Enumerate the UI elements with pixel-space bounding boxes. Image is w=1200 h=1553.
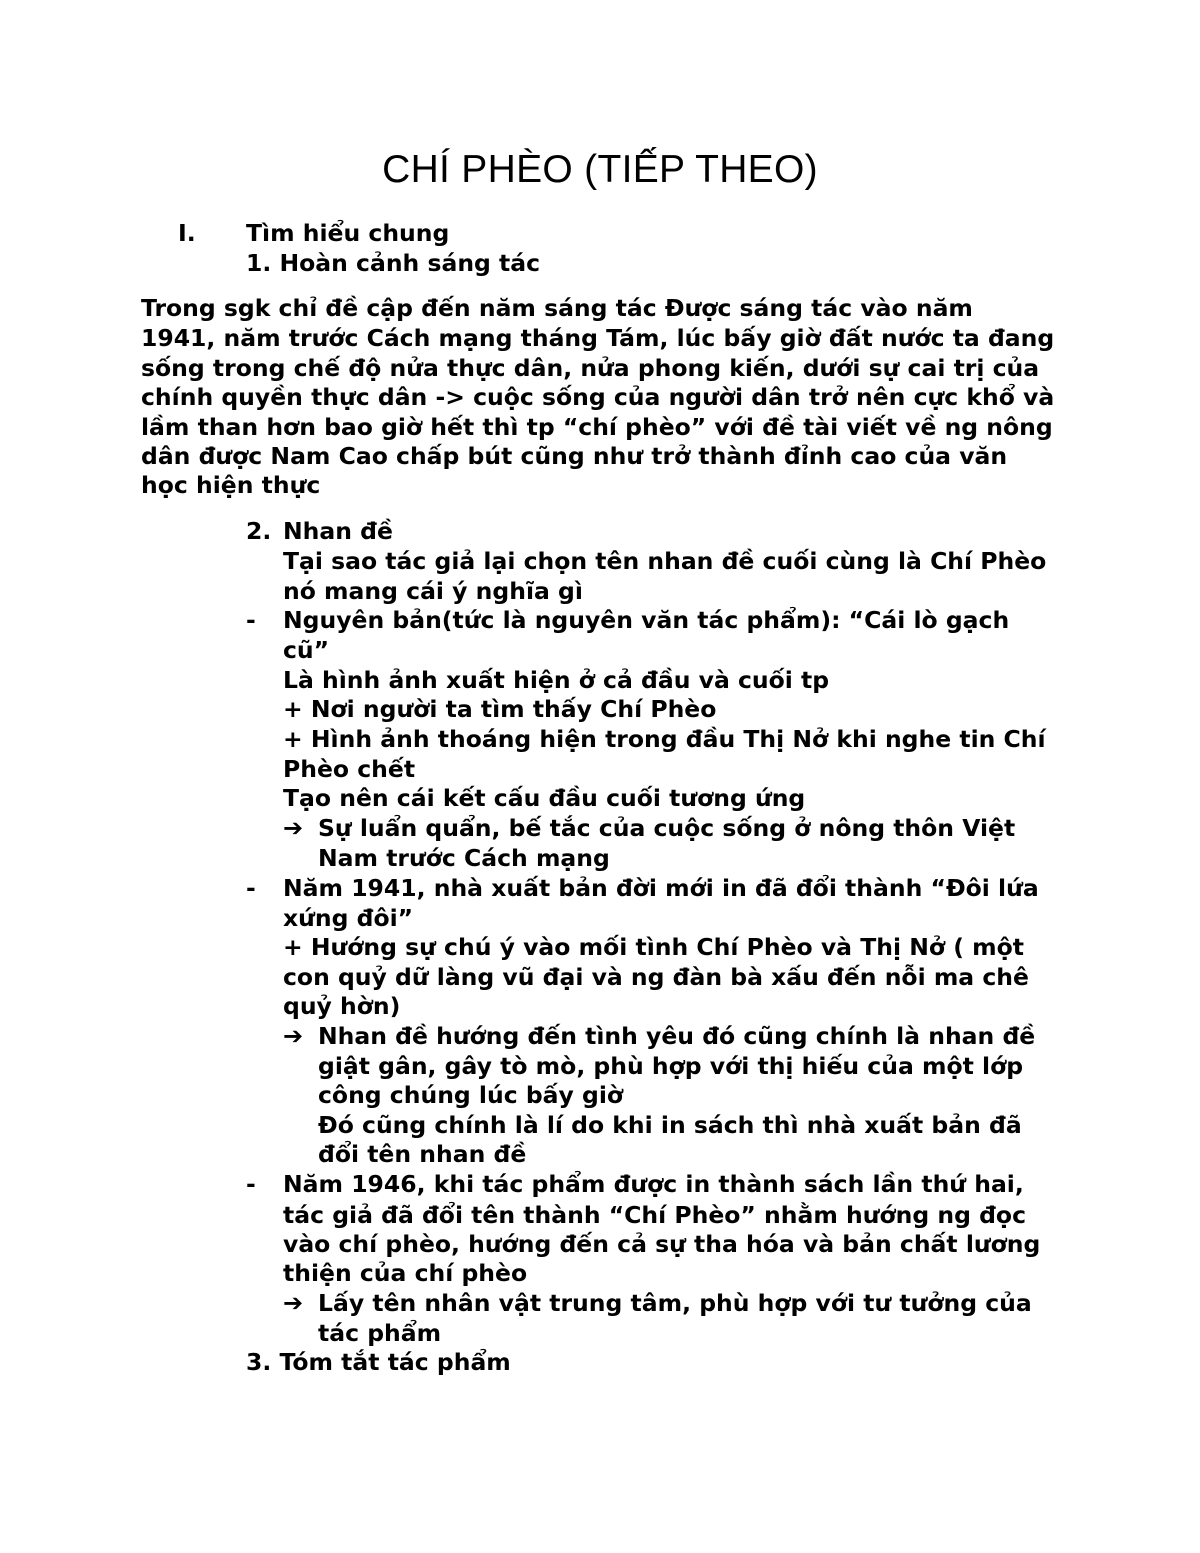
paragraph-line: sống trong chế độ nửa thực dân, nửa phong kiến, dưới sự cai trị của <box>141 354 1040 382</box>
paragraph-line: học hiện thực <box>141 471 321 499</box>
bullet-line: thiện của chí phèo <box>283 1259 528 1287</box>
bullet-line: Năm 1941, nhà xuất bản đời mới in đã đổi thành “Đôi lứa <box>283 874 1039 902</box>
paragraph-line: chính quyền thực dân -> cuộc sống của người dân trở nên cực khổ và <box>141 383 1055 411</box>
conclusion-line: tác phẩm <box>318 1319 442 1347</box>
note-line: Phèo chết <box>283 755 416 783</box>
paragraph-line: dân được Nam Cao chấp bút cũng như trở thành đỉnh cao của văn <box>141 442 1008 470</box>
question-line: Tại sao tác giả lại chọn tên nhan đề cuối cùng là Chí Phèo <box>283 547 1047 575</box>
conclusion-line: Sự luẩn quẩn, bế tắc của cuộc sống ở nông thôn Việt <box>318 814 1016 842</box>
bullet-line: Nguyên bản(tức là nguyên văn tác phẩm): “Cái lò gạch <box>283 606 1010 634</box>
subsection-heading: 3. Tóm tắt tác phẩm <box>246 1348 511 1376</box>
arrow-right-icon: ➔ <box>283 1022 304 1050</box>
arrow-right-icon: ➔ <box>283 814 304 842</box>
bullet-line: tác giả đã đổi tên thành “Chí Phèo” nhằm hướng ng đọc <box>283 1201 1027 1229</box>
arrow-right-icon: ➔ <box>283 1289 304 1317</box>
note-line: + Nơi người ta tìm thấy Chí Phèo <box>283 695 717 723</box>
paragraph-line: 1941, năm trước Cách mạng tháng Tám, lúc bấy giờ đất nước ta đang <box>141 324 1055 352</box>
section-numeral: I. <box>178 219 196 247</box>
bullet-line: Năm 1946, khi tác phẩm được in thành sách lần thứ hai, <box>283 1170 1024 1198</box>
conclusion-line: Đó cũng chính là lí do khi in sách thì nhà xuất bản đã <box>318 1111 1022 1139</box>
bullet-dash: - <box>246 874 256 902</box>
bullet-dash: - <box>246 1170 256 1198</box>
conclusion-line: công chúng lúc bấy giờ <box>318 1081 624 1109</box>
page-title: CHÍ PHÈO (TIẾP THEO) <box>382 148 818 191</box>
bullet-line: cũ” <box>283 636 330 664</box>
subsection-heading: 1. Hoàn cảnh sáng tác <box>246 249 541 277</box>
conclusion-line: Lấy tên nhân vật trung tâm, phù hợp với tư tưởng của <box>318 1289 1032 1317</box>
subsection-number: 2. <box>246 517 272 545</box>
question-line: nó mang cái ý nghĩa gì <box>283 577 583 605</box>
conclusion-line: Nhan đề hướng đến tình yêu đó cũng chính là nhan đề <box>318 1022 1036 1050</box>
subsection-heading: Nhan đề <box>283 517 393 545</box>
conclusion-line: đổi tên nhan đề <box>318 1140 527 1168</box>
bullet-line: xứng đôi” <box>283 904 414 932</box>
bullet-line: vào chí phèo, hướng đến cả sự tha hóa và bản chất lương <box>283 1230 1041 1258</box>
note-line: Là hình ảnh xuất hiện ở cả đầu và cuối tp <box>283 666 830 694</box>
section-heading: Tìm hiểu chung <box>246 219 450 247</box>
conclusion-line: giật gân, gây tò mò, phù hợp với thị hiếu của một lớp <box>318 1052 1024 1080</box>
note-line: Tạo nên cái kết cấu đầu cuối tương ứng <box>283 784 806 812</box>
note-line: + Hình ảnh thoáng hiện trong đầu Thị Nở khi nghe tin Chí <box>283 725 1046 753</box>
paragraph-line: Trong sgk chỉ đề cập đến năm sáng tác Được sáng tác vào năm <box>141 294 973 322</box>
bullet-dash: - <box>246 606 256 634</box>
conclusion-line: Nam trước Cách mạng <box>318 844 610 872</box>
note-line: + Hướng sự chú ý vào mối tình Chí Phèo và Thị Nở ( một <box>283 933 1024 961</box>
note-line: quỷ hờn) <box>283 992 401 1020</box>
note-line: con quỷ dữ làng vũ đại và ng đàn bà xấu đến nỗi ma chê <box>283 963 1029 991</box>
paragraph-line: lầm than hơn bao giờ hết thì tp “chí phèo” với đề tài viết về ng nông <box>141 413 1053 441</box>
